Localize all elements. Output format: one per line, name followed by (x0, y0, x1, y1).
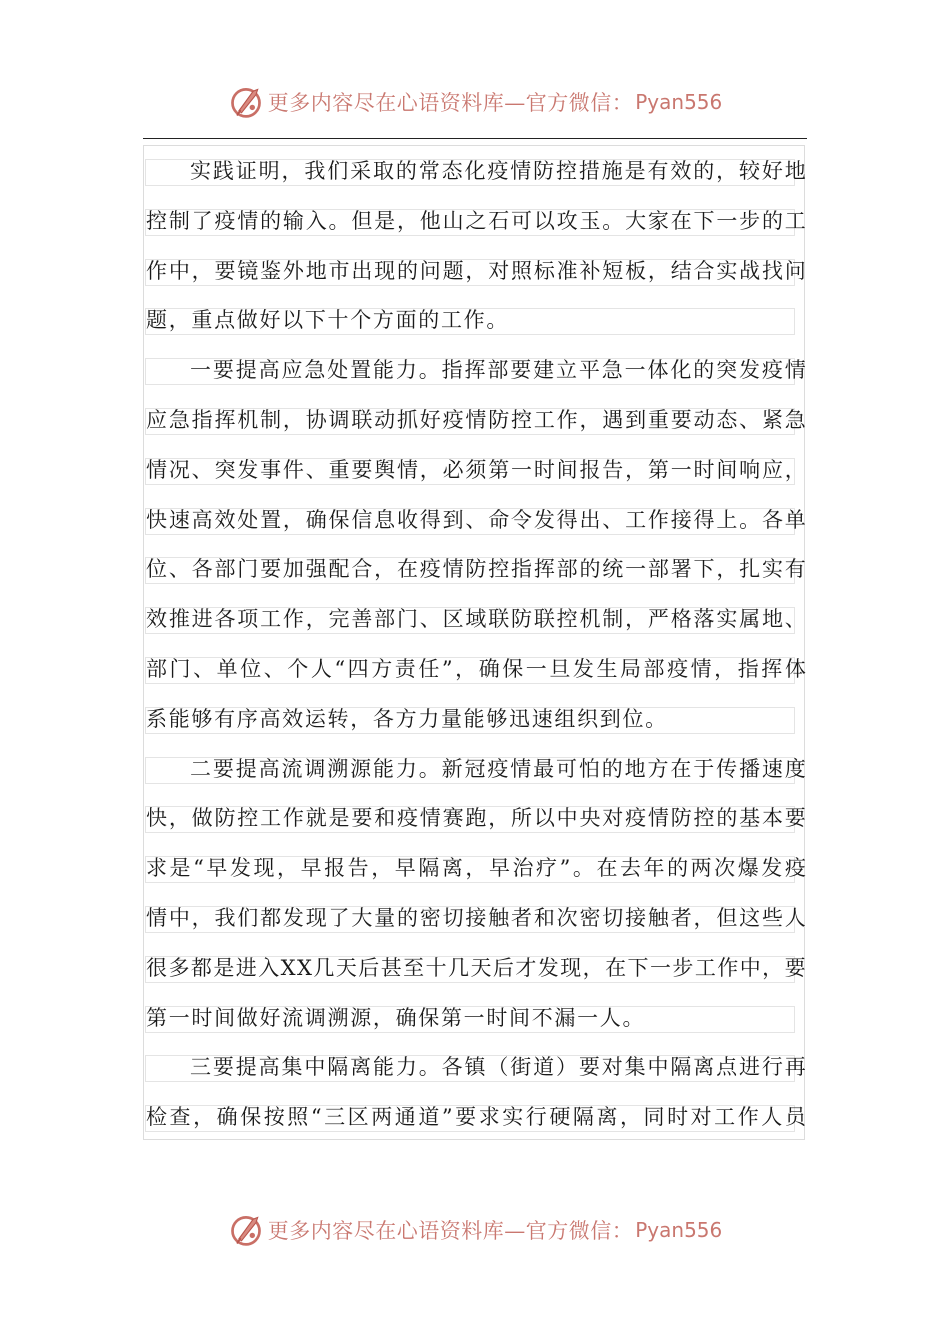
text-line (146, 197, 806, 247)
watermark-handle: Pyan556 (635, 90, 723, 114)
line-text: 实 践 证 明 ， 我 们 采 取 的 常 态 化 疫 情 防 控 措 施 是 有 效 的 ， 较 好 地 (190, 159, 806, 183)
watermark-text: 更多内容尽在心语资料库—官方微信： (267, 91, 634, 115)
text-line (146, 296, 806, 346)
header-watermark (0, 82, 950, 122)
header-divider (143, 138, 807, 139)
quill-pen-logo-icon (228, 84, 264, 120)
line-text: 作 中 ， 要 镜 鉴 外 地 市 出 现 的 问 题 ， 对 照 标 准 补 短 板 ， 结 合 实 战 找 问 (146, 258, 806, 283)
document-body (146, 147, 806, 1143)
line-text: 情 况 、 突 发 事 件 、 重 要 舆 情 ， 必 须 第 一 时 间 报 告 ， 第 一 时 间 响 应 ， (146, 457, 806, 482)
line-text: 第 一 时 间 做 好 流 调 溯 源 ， 确 保 第 一 时 间 不 漏 一 人 。 (146, 1005, 644, 1030)
line-text: 检 查 ， 确 保 按 照 “ 三 区 两 通 道 ” 要 求 实 行 硬 隔 离 ， 同 时 对 工 作 人 员 (146, 1105, 806, 1130)
text-line (146, 844, 806, 894)
text-line (146, 1043, 806, 1093)
text-line (146, 396, 806, 446)
line-text: 位 、 各 部 门 要 加 强 配 合 ， 在 疫 情 防 控 指 挥 部 的 统 一 部 署 下 ， 扎 实 有 (146, 557, 806, 582)
text-line (146, 545, 806, 595)
text-line (146, 1093, 806, 1143)
text-line (146, 346, 806, 396)
text-line (146, 446, 806, 496)
text-line (146, 496, 806, 546)
text-line (146, 645, 806, 695)
line-text: 部 门 、 单 位 、 个 人 “ 四 方 责 任 ” ， 确 保 一 旦 发 生 局 部 疫 情 ， 指 挥 体 (146, 656, 806, 681)
text-line (146, 794, 806, 844)
line-text: 题 ， 重 点 做 好 以 下 十 个 方 面 的 工 作 。 (146, 308, 508, 333)
text-line (146, 994, 806, 1044)
text-line (146, 745, 806, 795)
line-text: 系 能 够 有 序 高 效 运 转 ， 各 方 力 量 能 够 迅 速 组 织 到 位 。 (146, 706, 667, 731)
line-text: 二 要 提 高 流 调 溯 源 能 力 。 新 冠 疫 情 最 可 怕 的 地 方 在 于 传 播 速 度 (190, 756, 806, 781)
line-text: 快 速 高 效 处 置 ， 确 保 信 息 收 得 到 、 命 令 发 得 出 、 工 作 接 得 上 。 各 单 (146, 507, 806, 532)
watermark-handle: Pyan556 (635, 1218, 723, 1242)
text-line (146, 944, 806, 994)
text-line (146, 595, 806, 645)
line-text: 三 要 提 高 集 中 隔 离 能 力 。 各 镇 （ 街 道 ） 要 对 集 中 隔 离 点 进 行 再 (190, 1055, 806, 1080)
text-line (146, 147, 806, 197)
line-text: 很 多 都 是 进 入 X X 几 天 后 甚 至 十 几 天 后 才 发 现 ， 在 下 一 步 工 作 中 ， 要 (146, 955, 806, 980)
footer-watermark (0, 1210, 950, 1250)
line-text: 情 中 ， 我 们 都 发 现 了 大 量 的 密 切 接 触 者 和 次 密 切 接 触 者 ， 但 这 些 人 (146, 905, 806, 930)
text-line (146, 247, 806, 297)
quill-pen-logo-icon (228, 1212, 264, 1248)
line-text: 快 ， 做 防 控 工 作 就 是 要 和 疫 情 赛 跑 ， 所 以 中 央 对 疫 情 防 控 的 基 本 要 (146, 806, 806, 831)
line-text: 求 是 “ 早 发 现 ， 早 报 告 ， 早 隔 离 ， 早 治 疗 ” 。 在 去 年 的 两 次 爆 发 疫 (146, 856, 806, 881)
text-line (146, 894, 806, 944)
watermark-text: 更多内容尽在心语资料库—官方微信： (267, 1219, 634, 1243)
line-text: 控 制 了 疫 情 的 输 入 。 但 是 ， 他 山 之 石 可 以 攻 玉 。 大 家 在 下 一 步 的 工 (146, 208, 806, 233)
line-text: 应 急 指 挥 机 制 ， 协 调 联 动 抓 好 疫 情 防 控 工 作 ， 遇 到 重 要 动 态 、 紧 急 (146, 407, 806, 432)
line-text: 效 推 进 各 项 工 作 ， 完 善 部 门 、 区 域 联 防 联 控 机 制 ， 严 格 落 实 属 地 、 (146, 607, 806, 632)
line-text: 一 要 提 高 应 急 处 置 能 力 。 指 挥 部 要 建 立 平 急 一 体 化 的 突 发 疫 情 (190, 358, 806, 383)
text-line (146, 695, 806, 745)
